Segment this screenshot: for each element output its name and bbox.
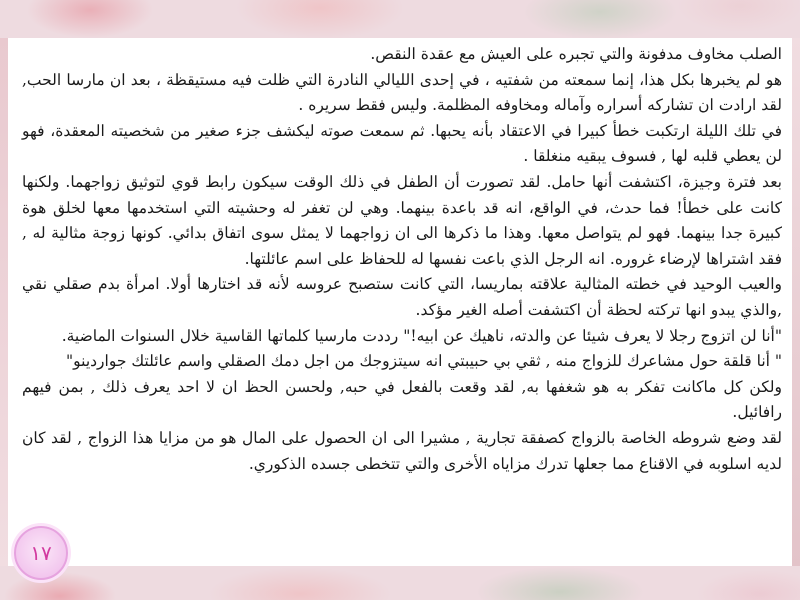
paragraph: "أنا لن اتزوج رجلا لا يعرف شيئا عن والدته، ناهيك عن ابيه!" رددت مارسيا كلماتها القاسية خلال السنوات الماضية. — [61, 326, 782, 345]
rose-background-bottom — [0, 566, 800, 600]
paragraph: ولكن كل ماكانت تفكر به هو شغفها به, لقد وقعت بالفعل في حبه, ولحسن الحظ ان لا احد يعرف ذلك , بمن فيهم رافائيل. — [22, 377, 782, 422]
paragraph: بعد فترة وجيزة، اكتشفت أنها حامل. لقد تصورت أن الطفل في ذلك الوقت سيكون رابط قوي لتوثيق زواجهما. ولكنها كانت على خطأ! فما حدث، في الواقع، انه قد باعدة بينهما. وهي لن تغفر له وحشيته التي استخدمها معها لخلق هوة كبيرة جدا بينهما. فهو لم يتواصل معها. وهذا ما ذكرها الى ان زواجهما لا يمثل سوى اتفاق بدائي. كونها زوجة مثالية له , فقد اشتراها لإرضاء غروره. انه الرجل الذي باعت نفسها له للحفاظ على اسم عائلتها. — [22, 172, 782, 268]
paragraph: في تلك الليلة ارتكبت خطأ كبيرا في الاعتقاد بأنه يحبها. ثم سمعت صوته ليكشف جزء صغير من شخصيته المعقدة، فهو لن يعطي قلبه لها , فسوف يبقيه منغلقا . — [22, 121, 782, 166]
rose-background-right — [792, 38, 800, 566]
rose-background-left — [0, 38, 8, 566]
paragraph: لقد وضع شروطه الخاصة بالزواج كصفقة تجارية , مشيرا الى ان الحصول على المال هو من مزايا هذا الزواج , لقد كان لديه اسلوبه في الاقناع مما جعلها تدرك مزاياه الأخرى والتي تتخطى جسده الذكوري. — [22, 428, 782, 473]
page-number-badge: ١٧ — [14, 526, 68, 580]
page-body — [8, 38, 792, 566]
paragraph: والعيب الوحيد في خطته المثالية علاقته بماريسا، التي كانت ستصبح عروسه لأنه قد اختارها أولا. امرأة بدم صقلي نقي ,والذي يبدو انها تركته لحظة أن اكتشفت أصله الغير مؤكد. — [22, 275, 782, 319]
paragraph: " أنا قلقة حول مشاعرك للزواج منه , ثقي بي حبيبتي انه سيتزوجك من اجل دمك الصقلي واسم عائلتك جواردينو" — [66, 352, 782, 371]
paragraph: الصلب مخاوف مدفونة والتي تجبره على العيش مع عقدة النقص. — [370, 45, 782, 63]
paragraph: هو لم يخبرها بكل هذا، إنما سمعته من شفتيه ، في إحدى الليالي النادرة التي ظلت فيه مستيقظة ، بعد ان مارسا الحب, لقد ارادت ان تشاركه أسراره وآماله ومخاوفه المظلمة. وليس فقط سريره . — [22, 70, 782, 115]
rose-background-top — [0, 0, 800, 38]
story-text — [22, 42, 782, 477]
